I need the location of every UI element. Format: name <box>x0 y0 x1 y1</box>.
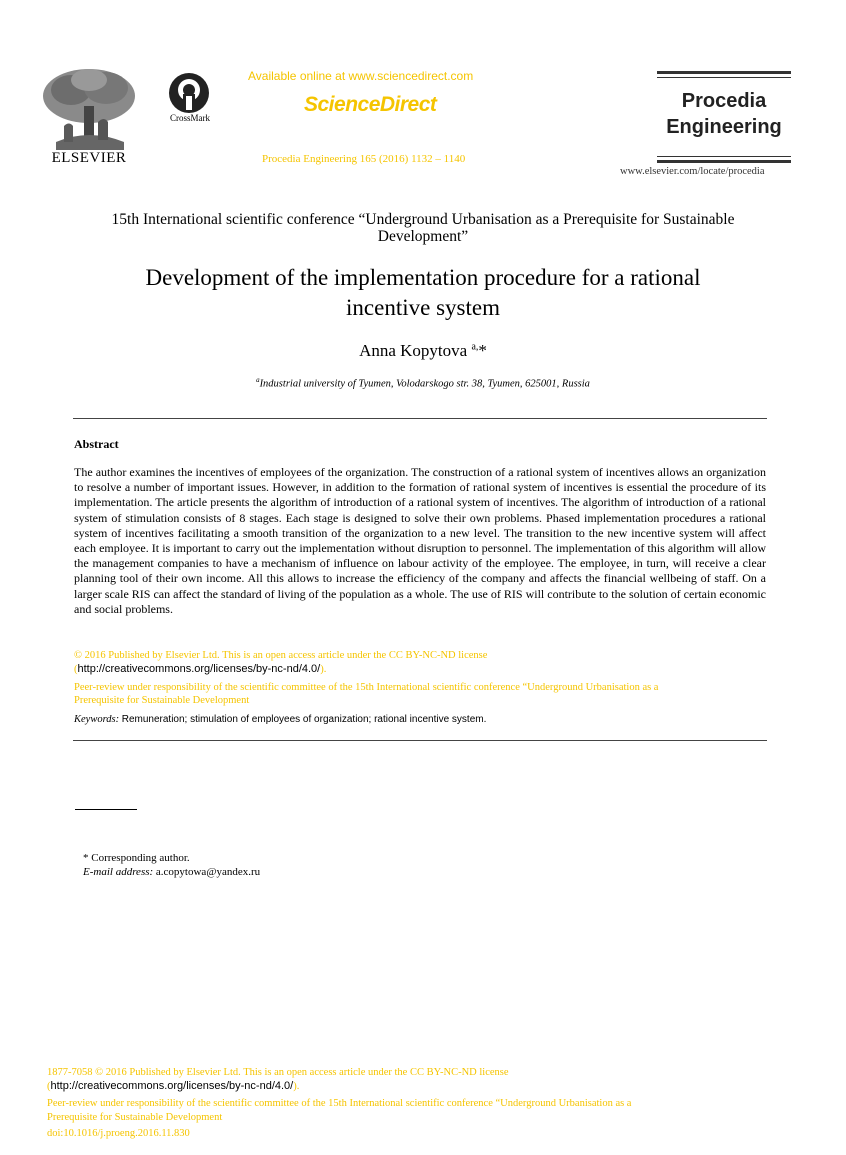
keywords-text: Remuneration; stimulation of employees of organization; rational incentive system. <box>121 714 487 725</box>
journal-brand-line1: Procedia <box>681 90 767 112</box>
crossmark-label: CrossMark <box>170 113 210 123</box>
keywords <box>74 714 766 725</box>
procedia-top-rule <box>657 71 791 74</box>
procedia-top-rule-thin <box>657 77 791 78</box>
corresponding-author-note: * Corresponding author. <box>83 852 190 864</box>
peer-review-line2: Prerequisite for Sustainable Development <box>74 695 250 706</box>
sciencedirect-logo: ScienceDirect <box>304 93 437 116</box>
paper-title-line1: Development of the implementation procedure for a rational <box>145 265 701 290</box>
abstract-top-divider <box>73 418 767 419</box>
procedia-bottom-rule-thin <box>657 156 791 157</box>
elsevier-wordmark: ELSEVIER <box>51 150 127 166</box>
peer-review-line1: Peer-review under responsibility of the scientific committee of the 15th International scientific conference “Underground Urbanisation as a <box>74 682 659 693</box>
crossmark-icon[interactable] <box>168 72 210 114</box>
affiliation-sup: a <box>256 376 260 384</box>
footer-url-close: ). <box>293 1081 300 1092</box>
license-url-link[interactable]: http://creativecommons.org/licenses/by-nc-nd/4.0/ <box>77 663 321 675</box>
author <box>90 341 756 361</box>
email-line <box>83 865 260 879</box>
paper-title-line2: incentive system <box>346 295 500 320</box>
corresponding-mark: * <box>478 341 487 360</box>
affiliation <box>90 376 756 390</box>
corresponding-footnote <box>83 851 260 879</box>
license-url-line <box>74 663 766 676</box>
footer-peer-line2: Prerequisite for Sustainable Development <box>47 1112 223 1123</box>
footer-peer-line1: Peer-review under responsibility of the scientific committee of the 15th International scientific conference “Underground Urbanisation as a <box>47 1098 632 1109</box>
journal-reference: Procedia Engineering 165 (2016) 1132 – 1140 <box>262 153 466 165</box>
footer-doi[interactable]: doi:10.1016/j.proeng.2016.11.830 <box>47 1128 190 1139</box>
footnote-rule <box>75 809 137 810</box>
procedia-bottom-rule <box>657 160 791 163</box>
conference-name: 15th International scientific conference “Underground Urbanisation as a Prerequisite for Sustainable Development” <box>111 211 735 245</box>
journal-brand <box>657 88 791 140</box>
journal-brand-line2: Engineering <box>666 116 782 138</box>
license-line: © 2016 Published by Elsevier Ltd. This is an open access article under the CC BY-NC-ND license <box>74 650 488 661</box>
abstract-body: The author examines the incentives of employees of the organization. The construction of a rational system of incentives allows an organization to resolve a number of important issues. However, in addition to the formation of rational system of incentives is essential the procedure of its implementation. The article presents the algorithm of introduction of a rational system of incentives. The algorithm of introduction of a rational system of stimulation consists of 8 stages. Each stage is designed to solve their own problems. Phased implementation procedures a rational system of incentives facilitating a smooth transition of the organization to a new level. The transition to the new incentive system will affect each employee. It is important to carry out the implementation without disruption to personnel. The implementation of this algorithm will allow the management companies to have a mechanism of influence on labour activity of the employee. The employee, in turn, will receive a clear planning tool of their own income. All this allows to increase the efficiency of the company and affects the financial wellbeing of staff. On a larger scale RIS can affect the standard of living of the population as a whole. The use of RIS will contribute to the solution of certain economic and social problems. <box>74 465 766 616</box>
elsevier-tree-logo <box>36 66 142 150</box>
license-url-open: ( <box>74 664 78 675</box>
license-url-close: ). <box>320 664 327 675</box>
author-name: Anna Kopytova <box>359 341 468 360</box>
tree-icon <box>36 66 142 150</box>
email-address[interactable]: a.copytowa@yandex.ru <box>155 866 261 878</box>
journal-url[interactable]: www.elsevier.com/locate/procedia <box>620 166 765 177</box>
footer-url-open: ( <box>47 1081 51 1092</box>
paper-title <box>90 263 756 323</box>
abstract-heading: Abstract <box>74 437 119 451</box>
available-online-text: Available online at www.sciencedirect.com <box>248 69 474 83</box>
author-affiliation-sup: a, <box>471 341 479 353</box>
footer-license-line: 1877-7058 © 2016 Published by Elsevier Ltd. This is an open access article under the CC BY-NC-ND license <box>47 1067 509 1078</box>
affiliation-text: Industrial university of Tyumen, Volodarskogo str. 38, Tyumen, 625001, Russia <box>259 378 590 390</box>
email-label: E-mail address: <box>83 866 154 878</box>
abstract-bottom-divider <box>73 740 767 741</box>
footer-url-line <box>47 1080 807 1094</box>
keywords-label: Keywords: <box>74 714 120 725</box>
footer-url-link[interactable]: http://creativecommons.org/licenses/by-nc-nd/4.0/ <box>50 1080 294 1092</box>
